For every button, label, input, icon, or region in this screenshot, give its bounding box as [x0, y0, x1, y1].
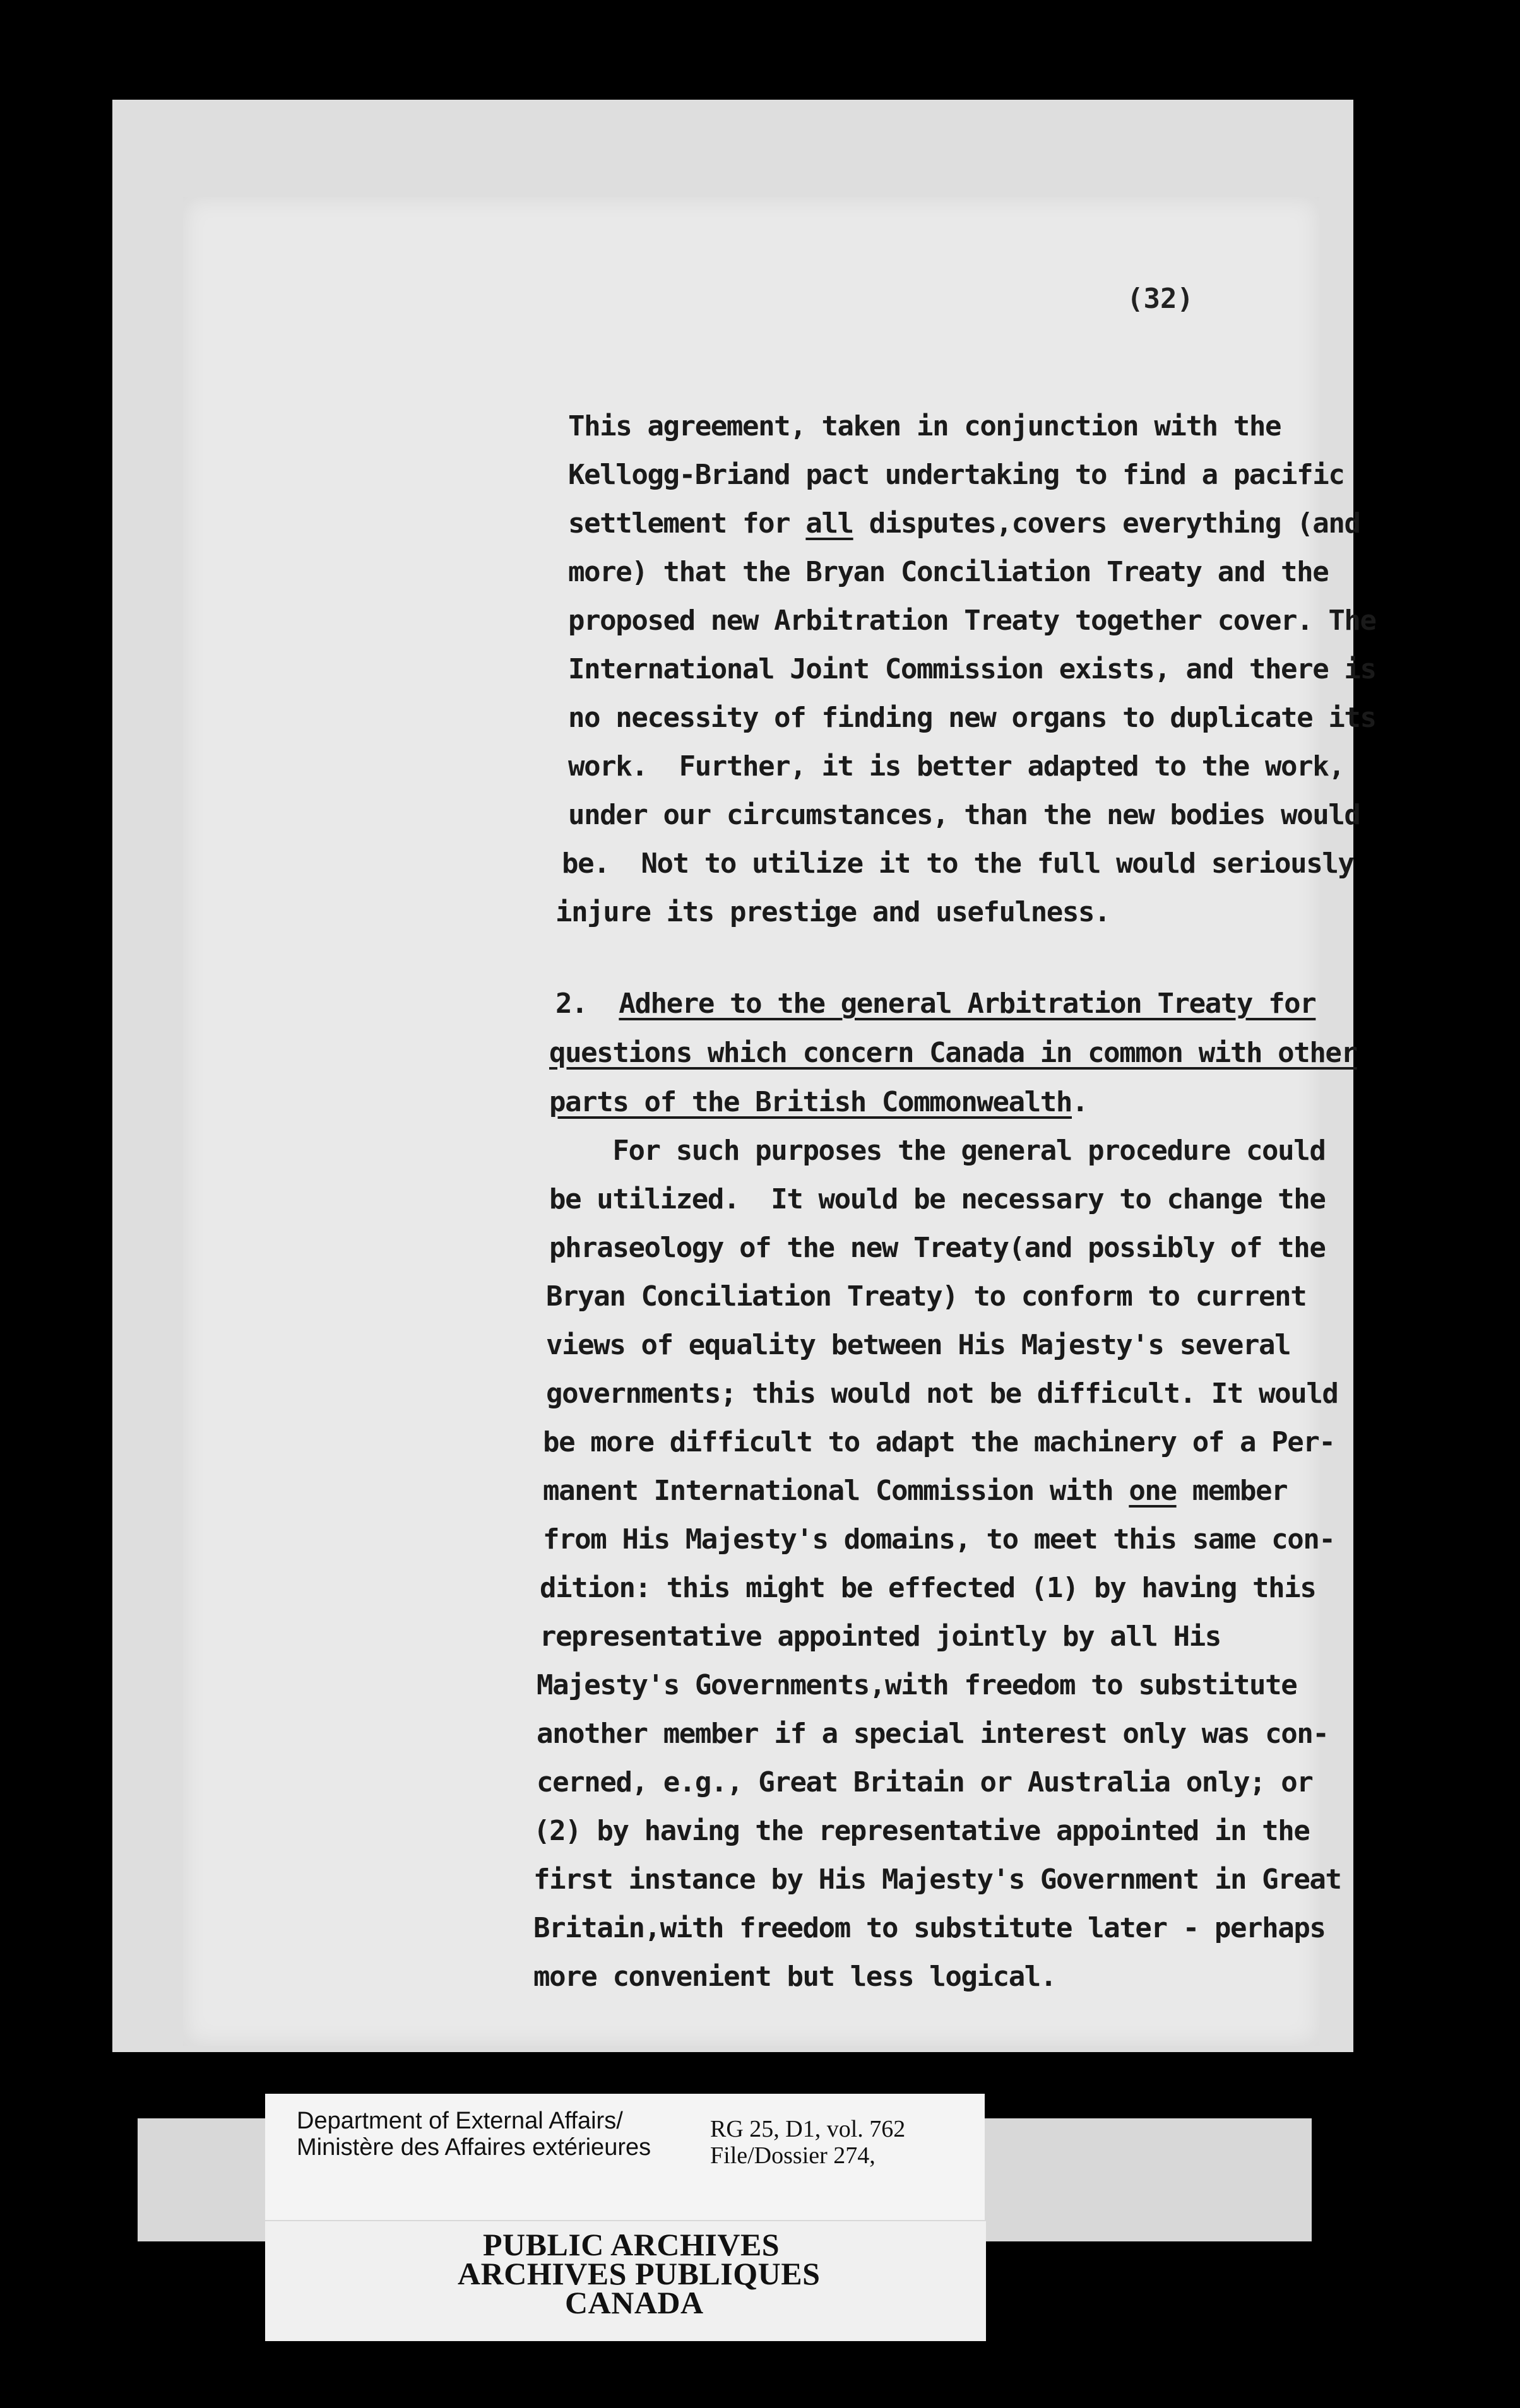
page-number: (32) [1127, 283, 1194, 315]
department-line-2: Ministère des Affaires extérieures [297, 2134, 651, 2161]
paragraph2-line-8 [543, 1475, 1287, 1507]
paragraph2-line-12: Majesty's Governments,with freedom to substitute [537, 1669, 1297, 1701]
paragraph2-line-9: from His Majesty's domains, to meet this same con- [543, 1523, 1335, 1555]
line3-part-a: settlement for [568, 507, 806, 540]
paragraph2-line-6: governments; this would not be difficult. It would [546, 1378, 1338, 1410]
paragraph1-line-1: This agreement, taken in conjunction with the [568, 410, 1281, 442]
paragraph2-line-18: more convenient but less logical. [533, 1961, 1056, 1993]
section2-heading-line-2: questions which concern Canada in common with other [549, 1037, 1357, 1069]
underlined-one: one [1129, 1475, 1177, 1507]
section2-number: 2. [555, 988, 588, 1020]
paragraph2-line-13: another member if a special interest only was con- [537, 1718, 1329, 1750]
paragraph1-line-6: International Joint Commission exists, and there is [568, 653, 1376, 685]
paragraph1-line-7: no necessity of finding new organs to duplicate its [568, 702, 1376, 734]
paragraph1-line-10: be. Not to utilize it to the full would seriously [562, 847, 1354, 880]
paragraph2-line-2: be utilized. It would be necessary to change the [549, 1183, 1326, 1215]
paragraph2-line-10: dition: this might be effected (1) by having this [540, 1572, 1316, 1604]
line8-part-b: member [1176, 1475, 1288, 1507]
archive-stamp-line-1: PUBLIC ARCHIVES [483, 2227, 780, 2262]
section2-heading-line-3 [549, 1086, 1088, 1118]
paragraph1-line-11: injure its prestige and usefulness. [555, 896, 1110, 928]
section2-heading-text-1: Adhere to the general Arbitration Treaty for [619, 988, 1316, 1020]
paragraph2-line-17: Britain,with freedom to substitute later - perhaps [533, 1912, 1326, 1944]
paragraph2-line-5: views of equality between His Majesty's several [546, 1329, 1291, 1361]
paragraph2-line-4: Bryan Conciliation Treaty) to conform to current [546, 1280, 1307, 1313]
paragraph2-line-7: be more difficult to adapt the machinery of a Per- [543, 1426, 1335, 1458]
section2-heading-line-1 [555, 988, 1315, 1020]
section2-heading-end: . [1071, 1086, 1088, 1118]
paragraph2-line-16: first instance by His Majesty's Government in Great [533, 1863, 1341, 1896]
paragraph1-line-2: Kellogg-Briand pact undertaking to find a pacific [568, 459, 1345, 491]
paragraph1-line-5: proposed new Arbitration Treaty together cover. The [568, 605, 1376, 637]
archive-stamp-line-3: CANADA [565, 2285, 704, 2320]
paragraph2-line-11: representative appointed jointly by all His [540, 1620, 1221, 1653]
paragraph2-line-1: For such purposes the general procedure could [549, 1135, 1326, 1167]
department-line-1: Department of External Affairs/ [297, 2108, 623, 2134]
paragraph2-line-14: cerned, e.g., Great Britain or Australia only; or [537, 1766, 1313, 1798]
paragraph1-line-4: more) that the Bryan Conciliation Treaty and the [568, 556, 1329, 588]
line8-part-a: manent International Commission with [543, 1475, 1129, 1507]
paragraph1-line-9: under our circumstances, than the new bodies would [568, 799, 1360, 831]
reference-line-1: RG 25, D1, vol. 762 [710, 2116, 906, 2142]
paragraph1-line-3 [568, 507, 1360, 540]
section2-heading-text-3: parts of the British Commonwealth [549, 1086, 1072, 1118]
paragraph2-line-15: (2) by having the representative appointed in the [533, 1815, 1310, 1847]
underlined-all: all [805, 507, 853, 540]
archive-stamp-line-2: ARCHIVES PUBLIQUES [458, 2256, 821, 2291]
line3-part-b: disputes,covers everything (and [853, 507, 1360, 540]
reference-line-2: File/Dossier 274, [710, 2142, 876, 2169]
paragraph2-line-3: phraseology of the new Treaty(and possibly of the [549, 1232, 1326, 1264]
paragraph1-line-8: work. Further, it is better adapted to the work, [568, 750, 1345, 782]
